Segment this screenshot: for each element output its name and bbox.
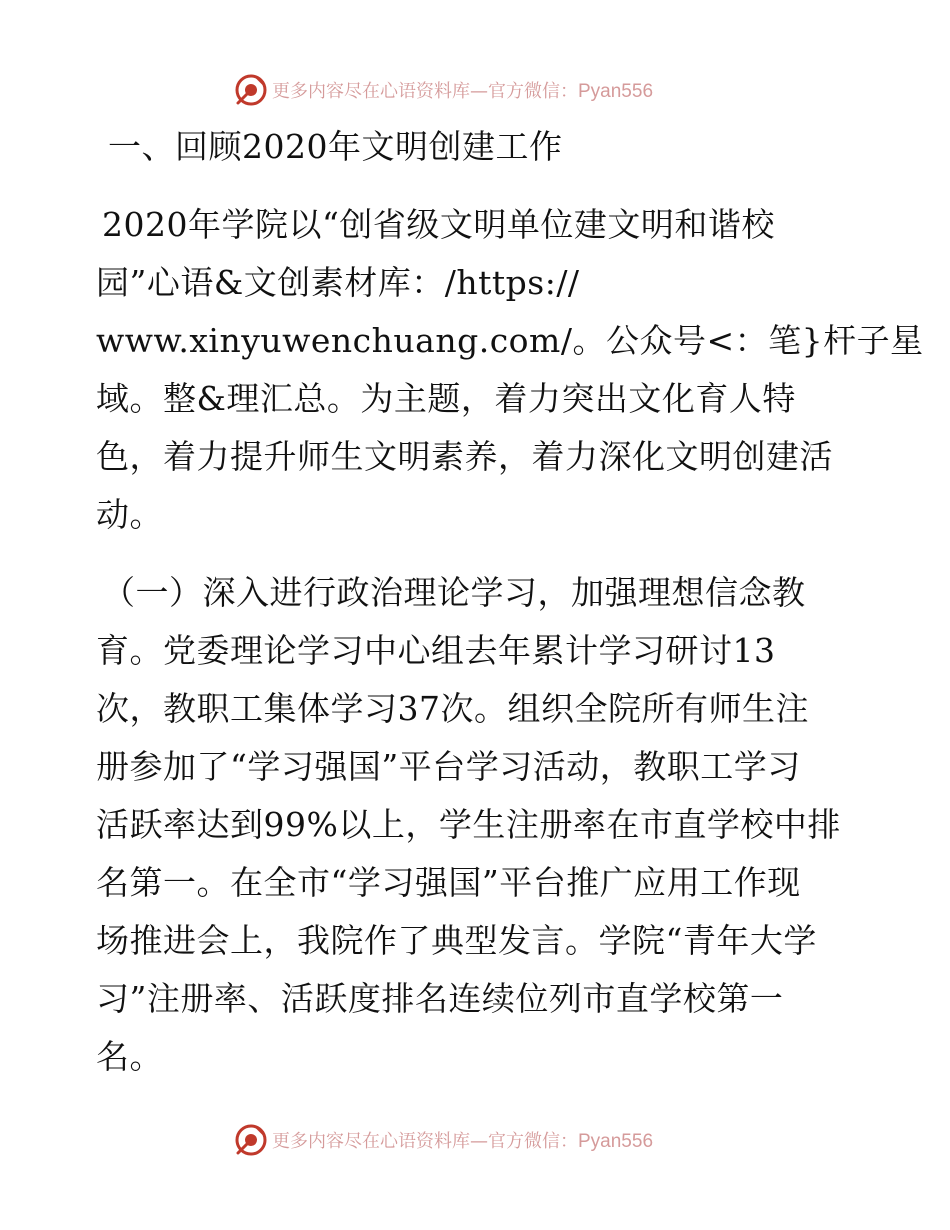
header-banner — [234, 72, 754, 108]
text-line: 名。 — [96, 1037, 163, 1076]
text-line: 习”注册率、活跃度排名连续位列市直学校第一 — [96, 979, 784, 1018]
text-line: 活跃率达到99%以上，学生注册率在市直学校中排 — [96, 805, 841, 844]
text-line: 2020年学院以“创省级文明单位建文明和谐校 — [102, 205, 775, 244]
text-line: 育。党委理论学习中心组去年累计学习研讨13 — [96, 631, 776, 670]
text-line: （一）深入进行政治理论学习，加强理想信念教 — [102, 573, 806, 612]
pen-logo-icon — [234, 73, 268, 107]
paragraph-1 — [96, 196, 924, 544]
text-line: 色，着力提升师生文明素养，着力深化文明创建活 — [96, 437, 833, 476]
text-line: 次，教职工集体学习37次。组织全院所有师生注 — [96, 689, 809, 728]
text-line: www.xinyuwenchuang.com/。公众号<：笔}杆子星 — [96, 321, 924, 360]
text-line: 场推进会上，我院作了典型发言。学院“青年大学 — [96, 921, 817, 960]
section-heading: 一、回顾2020年文明创建工作 — [108, 127, 563, 166]
banner-text: 更多内容尽在心语资料库—官方微信：Pyan556 — [272, 1131, 654, 1152]
banner-text: 更多内容尽在心语资料库—官方微信：Pyan556 — [272, 81, 654, 102]
text-line: 名第一。在全市“学习强国”平台推广应用工作现 — [96, 863, 801, 902]
text-line: 动。 — [96, 495, 163, 534]
pen-logo-icon — [234, 1123, 268, 1157]
footer-banner — [234, 1122, 754, 1158]
text-line: 园”心语&文创素材库：/https:// — [96, 263, 580, 302]
document-body — [96, 118, 924, 1086]
text-line: 域。整&理汇总。为主题，着力突出文化育人特 — [96, 379, 796, 418]
paragraph-2 — [96, 564, 856, 1086]
text-line: 册参加了“学习强国”平台学习活动，教职工学习 — [96, 747, 801, 786]
